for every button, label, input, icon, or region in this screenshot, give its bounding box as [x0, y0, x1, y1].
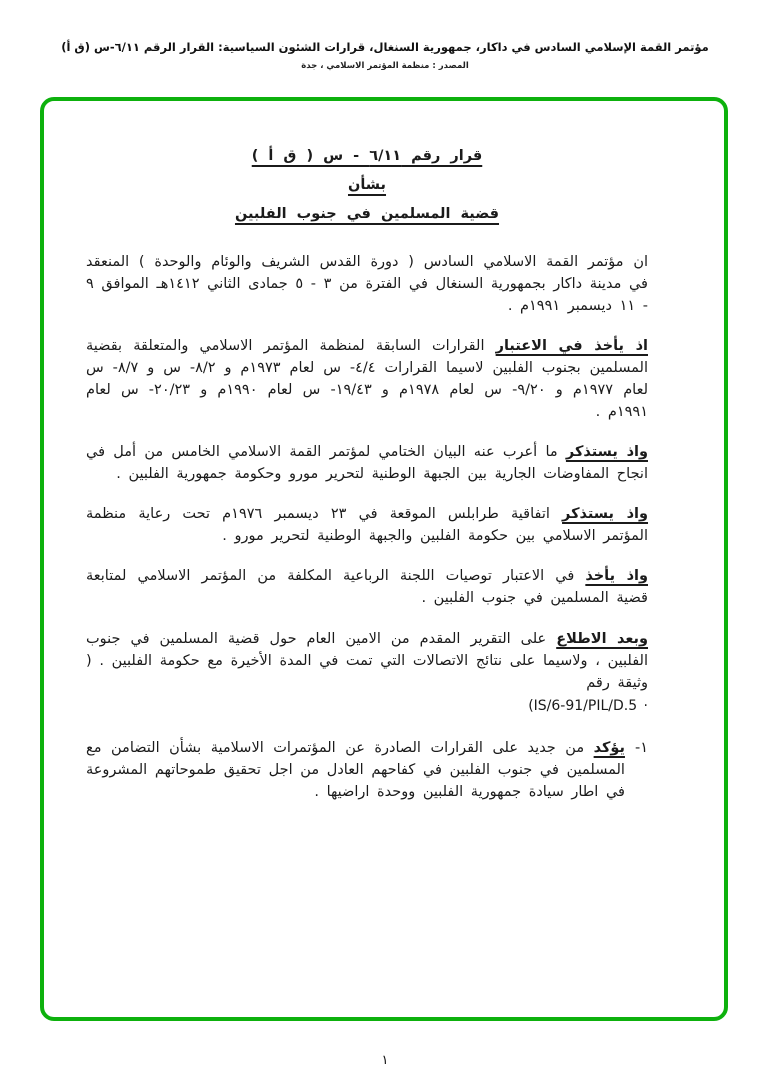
document-frame [40, 97, 728, 1021]
paragraph-text: ان مؤتمر القمة الاسلامي السادس ( دورة القدس الشريف والوئام والوحدة ) المنعقد في مدينة داكار بجمهورية السنغال في الفترة من ٣ - ٥ جمادى الثاني ١٤١٢هـ الموافق ٩ - ١١ ديسمبر ١٩٩١م . [86, 254, 648, 315]
document-content [44, 101, 724, 803]
paragraph-text: على التقرير المقدم من الامين العام حول قضية المسلمين في جنوب الفلبين ، ولاسيما على نتائج الاتصالات التي تمت في المدة الأخيرة مع حكومة الفلبين . ( وثيقة رقم [86, 630, 648, 691]
page-header [0, 0, 770, 71]
item-number: ١- [634, 739, 648, 756]
paragraph-lead: وبعد الاطلاع [556, 630, 649, 647]
source-line: المصدر : منظمة المؤتمر الاسلامي ، جدة [301, 61, 469, 71]
paragraph-lead: واذ يأخذ [585, 568, 648, 585]
case-title: قضية المسلمين في جنوب الفلبين [234, 206, 500, 223]
paragraph-lead: واذ يستذكر [565, 444, 648, 461]
page-number: ١ [381, 1053, 389, 1068]
paragraph-recalling-final-statement [86, 441, 648, 485]
paragraph-text: ما أعرب عنه البيان الختامي لمؤتمر القمة الاسلامي الخامس من أمل في انجاح المفاوضات الجارية بين الجبهة الوطنية لتحرير مورو وحكومة جمهورية الفلبين . [86, 444, 648, 483]
subject-label: بشأن [347, 177, 387, 194]
paragraph-text: القرارات السابقة لمنظمة المؤتمر الاسلامي والمتعلقة بقضية المسلمين بجنوب الفلبين لاسيما القرارات ٤/٤- س لعام ١٩٧٣م و ٨/٢- س و ٨/٧- س لعام ١٩٧٧م و ٩/٢٠- س لعام ١٩٧٨م و ١٩/٤٣- س لعام ١٩٩٠م و ٢٠/٢٣- س لعام ١٩٩١م . [86, 338, 649, 421]
paragraph-preamble [86, 251, 648, 317]
item-body: من جديد على القرارات الصادرة عن المؤتمرات الاسلامية بشأن التضامن مع المسلمين في جنوب الفلبين في كفاحهم العادل من اجل تحقيق طموحاتهم المشروعة في اطار سيادة جمهورية الفلبين ووحدة اراضيها . [86, 739, 625, 800]
paragraph-lead: واذ يستذكر [562, 506, 649, 523]
resolution-item-1 [86, 737, 648, 803]
item-lead: يؤكد [593, 739, 625, 756]
paragraph-lead: اذ يأخذ في الاعتبار [495, 338, 648, 355]
paragraph-taking-into-account [86, 335, 648, 423]
paragraph-quadripartite-committee [86, 565, 648, 609]
paragraph-secretary-general-report [86, 628, 648, 694]
paragraph-text: في الاعتبار توصيات اللجنة الرباعية المكلفة من المؤتمر الاسلامي لمتابعة قضية المسلمين في جنوب الفلبين . [86, 568, 648, 607]
resolution-titles [86, 145, 648, 225]
resolution-number-title: قرار رقم ٦/١١ - س ( ق أ ) [251, 148, 483, 164]
paragraph-text: اتفاقية طرابلس الموقعة في ٢٣ ديسمبر ١٩٧٦م تحت رعاية منظمة المؤتمر الاسلامي بين حكومة الفلبين والجبهة الوطنية لتحرير مورو . [86, 506, 648, 545]
paragraph-recalling-tripoli-agreement [86, 503, 648, 547]
document-reference-number: (IS/6-91/PIL/D.5 · [528, 697, 648, 714]
conference-header-title: مؤتمر القمة الإسلامي السادس في داكار، جمهورية السنغال، قرارات الشئون السياسية: القرار الرقم ٦/١١-س (ق أ) [61, 40, 709, 54]
item-text [86, 737, 625, 803]
